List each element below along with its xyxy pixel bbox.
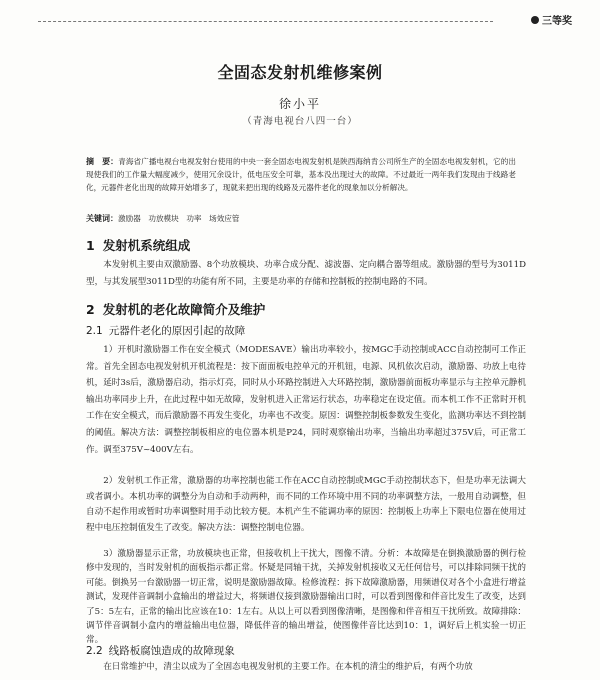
section-title: 发射机的老化故障简介及维护: [102, 302, 266, 317]
subsection-title: 元器件老化的原因引起的故障: [108, 325, 246, 337]
abstract-label: 摘 要：: [86, 157, 119, 166]
paragraph: 本发射机主要由双激励器、8个功放模块、功率合成分配、滤波器、定向耦合器等组成。激励器的型号为3011D型，与其发展型3011D型的功能有所不同，主要是功率的存储和控制板的控制电路的不同。: [86, 260, 526, 287]
paragraph: 2）发射机工作正常，激励器的功率控制也能工作在ACC自动控制或MGC手动控制状态下，但是功率无法调大或者调小。本机功率的调整分为自动和手动两种，而不同的工作环境中用不同的功率调整方法，一般用自动调整，但自动不起作用或暂时功率调整时用手动比较方便。本机产生不能调功率的原因：控制板上功率上下限电位器在使用过程中电压控制值发生了改变。解决方法：调整控制电位器。: [86, 476, 526, 533]
header-mark: [531, 12, 572, 27]
keywords-text: 激励器 功放模块 功率 场效应管: [118, 214, 240, 223]
article-affiliation: （青海电视台八四一台）: [242, 116, 358, 127]
subsection-number: 2.2: [86, 645, 103, 657]
section-number: 2: [86, 302, 95, 317]
article-author: 徐小平: [278, 97, 321, 111]
paragraph: 3）激励器显示正常，功放模块也正常，但接收机上干扰大，图像不清。分析：本故障是在倒换激励器的例行检修中发现的，当时发射机的面板指示都正常。怀疑是同轴干扰，关掉发射机接收又无任何信号，可以排除同频干扰的可能。倒换另一台激励器一切正常，说明是激励器故障。检修流程：拆下故障激励器，用频谱仪对各个小盒进行增益测试，发现伴音调制小盒输出的增益过大，将频谱仪接到激励器输出口时，可以看到图像和伴音比发生了改变，达到了5：5左右，正常的输出比应该在10：1左右。从以上可以看到图像清晰，是图像和伴音相互干扰所致。故障排除：调节伴音调制小盒内的增益输出电位器，降低伴音的输出增益，使图像伴音比达到10：1，调好后上机实验一切正常。: [86, 549, 526, 646]
header-mark-label: 三等奖: [542, 16, 572, 27]
section-number: 1: [86, 238, 95, 253]
keywords-label: 关键词：: [86, 214, 118, 223]
bullet-icon: [531, 16, 539, 24]
subsection-heading-2-1: [86, 323, 245, 338]
header-rule: [38, 21, 493, 22]
section-title: 发射机系统组成: [102, 238, 191, 253]
section-heading-2: [86, 300, 265, 318]
subsection-number: 2.1: [86, 325, 103, 337]
abstract-text: 青海省广播电视台电视发射台使用的中央一套全固态电视发射机是陕西海纳肯公司所生产的全固态电视发射机，它的出现使我们的工作量大幅度减少，使用冗余设计，低电压安全可靠，基本没出现过大的故障。不过最近一两年我们发现由于线路老化，元器件老化出现的故障开始增多了，现就来把出现的线路及元器件老化的现象加以分析解决。: [86, 157, 517, 192]
subsection-heading-2-2: [86, 643, 235, 658]
article-title: 全固态发射机维修案例: [217, 63, 383, 82]
subsection-title: 线路板腐蚀造成的故障现象: [108, 645, 235, 657]
keywords: [86, 213, 516, 225]
abstract: [86, 156, 516, 194]
section-heading-1: [86, 236, 190, 254]
paragraph: 1）开机时激励器工作在安全模式（MODESAVE）输出功率较小，按MGC手动控制或ACC自动控制可工作正常。首先全固态电视发射机开机流程是：按下面面板电控单元的开机钮，电源、风机依次启动，激励器、功放上电待机，延时3s后，激励器启动，指示灯亮，同时从小环路控制进入大环路控制，激励器前面板功率显示与主控单元静机输出功率同步上升，在此过程中如无故障，发射机进入正常运行状态，功率稳定在设定值。而本机工作不正常时开机工作在安全模式，而后激励器不再发生变化，功率也不改变。原因：调整控制板参数发生变化，监测功率达不到控制的阈值。解决方法：调整控制板相应的电位器本机是P24，同时观察输出功率，当输出功率超过375V后，可正常工作。调至375V~400V左右。: [86, 345, 526, 455]
paragraph: 在日常维护中，清尘以成为了全固态电视发射机的主要工作。在本机的清尘的维护后，有两个功放: [103, 662, 473, 672]
